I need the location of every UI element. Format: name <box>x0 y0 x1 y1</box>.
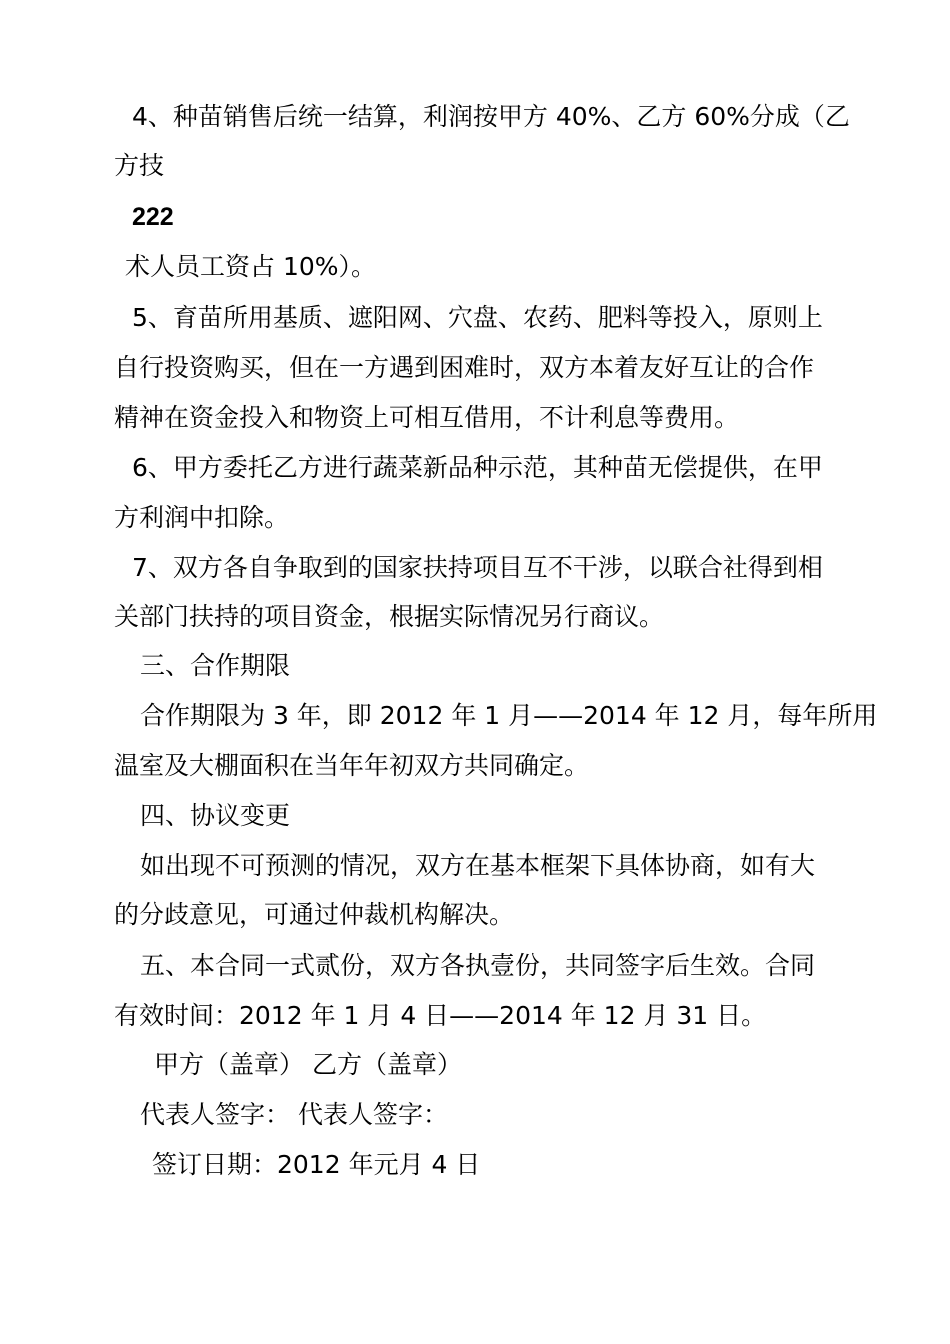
clause-7-line-1: 7、双方各自争取到的国家扶持项目互不干涉，以联合社得到相 <box>132 553 823 582</box>
clause-7-line-2: 关部门扶持的项目资金，根据实际情况另行商议。 <box>114 602 665 631</box>
clause-5-line-2: 自行投资购买，但在一方遇到困难时，双方本着友好互让的合作 <box>114 353 815 382</box>
signing-date-line: 签订日期：2012 年元月 4 日 <box>152 1150 481 1179</box>
section-5-line-2: 有效时间：2012 年 1 月 4 日——2014 年 12 月 31 日。 <box>114 1001 767 1030</box>
change-line-1: 如出现不可预测的情况，双方在基本框架下具体协商，如有大 <box>140 851 816 880</box>
section-4-heading: 四、协议变更 <box>140 801 291 830</box>
clause-5-line-3: 精神在资金投入和物资上可相互借用，不计利息等费用。 <box>114 403 740 432</box>
section-3-heading: 三、合作期限 <box>140 651 291 680</box>
clause-4-line-3: 术人员工资占 10%）。 <box>125 252 377 281</box>
change-line-2: 的分歧意见，可通过仲裁机构解决。 <box>114 900 515 929</box>
term-line-2: 温室及大棚面积在当年年初双方共同确定。 <box>114 751 590 780</box>
seal-line: 甲方（盖章） 乙方（盖章） <box>154 1050 462 1079</box>
clause-6-line-2: 方利润中扣除。 <box>114 503 290 532</box>
clause-6-line-1: 6、甲方委托乙方进行蔬菜新品种示范，其种苗无偿提供，在甲 <box>132 453 823 482</box>
clause-5-line-1: 5、育苗所用基质、遮阳网、穴盘、农药、肥料等投入，原则上 <box>132 303 823 332</box>
clause-4-line-1: 4、种苗销售后统一结算，利润按甲方 40%、乙方 60%分成（乙 <box>132 102 850 131</box>
page-number: 222 <box>132 203 174 231</box>
signature-line: 代表人签字： 代表人签字： <box>140 1100 448 1129</box>
term-line-1: 合作期限为 3 年，即 2012 年 1 月——2014 年 12 月，每年所用 <box>140 701 878 730</box>
clause-4-line-2: 方技 <box>114 151 165 180</box>
section-5-line-1: 五、本合同一式贰份，双方各执壹份，共同签字后生效。合同 <box>140 951 816 980</box>
